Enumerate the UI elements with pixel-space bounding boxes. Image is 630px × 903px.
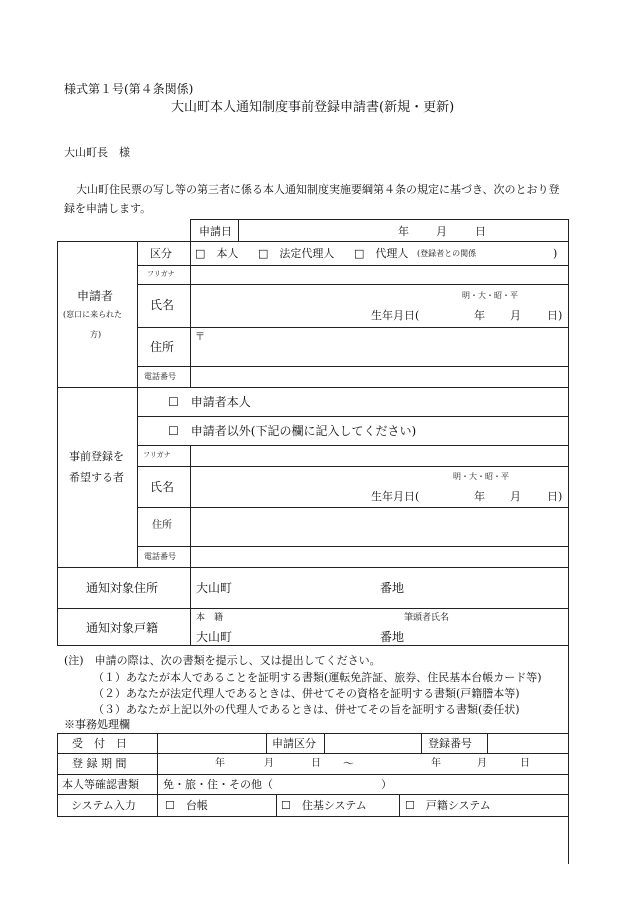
form-number: 様式第１号(第４条関係) [64, 82, 194, 96]
period-to-day[interactable]: 日 [520, 758, 530, 769]
relation-note: (登録者との関係 [417, 249, 477, 258]
notify-family-town: 大山町 [196, 630, 233, 644]
registrant-era: 明・大・昭・平 [453, 472, 509, 481]
notify-address-town: 大山町 [196, 581, 233, 595]
postal-mark: 〒 [195, 332, 205, 343]
receipt-date-label: 受 付 日 [72, 737, 127, 750]
registration-number-field[interactable] [488, 734, 567, 752]
applicant-birth-year[interactable]: 年 [474, 309, 485, 322]
system-option-koseki[interactable]: ☐ 戸籍システム [405, 799, 491, 812]
applicant-birth-month[interactable]: 月 [510, 309, 521, 322]
system-option-juki[interactable]: ☐ 住基システム [281, 799, 367, 812]
notify-family-banchi: 番地 [380, 630, 405, 644]
notify-family-label: 通知対象戸籍 [86, 621, 159, 635]
applicant-birth-day[interactable]: 日) [547, 309, 563, 322]
registrant-address-label: 住所 [152, 520, 172, 531]
registrant-option-self[interactable]: ☐ 申請者本人 [168, 395, 251, 409]
notes-item-2: （２）あなたが法定代理人であるときは、併せてその資格を証明する書類(戸籍謄本等) [93, 687, 520, 700]
applicant-furigana-label: フリガナ [147, 270, 175, 278]
registration-number-label: 登録番号 [428, 737, 472, 750]
registrant-birth-day[interactable]: 日) [547, 490, 563, 503]
honseki-label: 本 籍 [196, 613, 224, 623]
kubun-label: 区分 [150, 247, 172, 260]
application-date-label: 申請日 [199, 225, 232, 238]
intro-line-2: 録を申請します。 [64, 202, 152, 215]
head-name-label: 筆頭者氏名 [404, 613, 450, 623]
registrant-phone-label: 電話番号 [144, 552, 176, 561]
application-kubun-field[interactable] [325, 734, 420, 752]
system-option-ledger[interactable]: ☐ 台帳 [165, 799, 208, 812]
office-heading: ※事務処理欄 [64, 718, 130, 731]
applicant-address-label: 住所 [150, 340, 175, 354]
registration-period-label: 登 録 期 間 [72, 757, 127, 770]
notify-address-banchi: 番地 [380, 581, 405, 595]
period-to-month[interactable]: 月 [477, 758, 487, 769]
applicant-phone-field[interactable] [191, 367, 567, 386]
relation-close: ) [553, 247, 558, 260]
form-title: 大山町本人通知制度事前登録申請書(新規・更新) [171, 100, 455, 115]
system-input-label: システム入力 [71, 799, 136, 812]
registrant-name-label: 氏名 [150, 480, 175, 494]
applicant-era: 明・大・昭・平 [462, 291, 518, 300]
notify-address-label: 通知対象住所 [86, 581, 159, 595]
applicant-name-label: 氏名 [150, 298, 175, 312]
registrant-birth-label: 生年月日( [371, 490, 420, 503]
kubun-option-legal[interactable]: □ 法定代理人 [258, 247, 335, 260]
applicant-furigana-field[interactable] [191, 266, 567, 283]
registrant-birth-year[interactable]: 年 [474, 490, 485, 503]
notes-intro: (注) 申請の際は、次の書類を提示し、又は提出してください。 [64, 654, 381, 667]
kubun-option-agent[interactable]: □ 代理人 [354, 247, 409, 260]
receipt-date-field[interactable] [158, 734, 265, 752]
registrant-furigana-field[interactable] [191, 446, 567, 465]
registrant-address-field[interactable] [191, 508, 567, 545]
applicant-section-note-2: 方) [90, 330, 102, 339]
id-document-close: ） [381, 778, 392, 791]
period-from-day[interactable]: 日 [311, 758, 321, 769]
period-tilde: ～ [343, 757, 354, 770]
period-from-month[interactable]: 月 [264, 758, 274, 769]
application-kubun-label: 申請区分 [272, 737, 316, 750]
period-to-year[interactable]: 年 [431, 758, 441, 769]
applicant-section-note-1: (窓口に来られた [63, 310, 123, 319]
id-document-label: 本人等確認書類 [62, 778, 139, 791]
applicant-address-field[interactable] [191, 328, 567, 365]
notes-item-3: （３）あなたが上記以外の代理人であるときは、併せてその旨を証明する書類(委任状) [93, 703, 520, 716]
application-date-month[interactable]: 月 [436, 225, 447, 238]
period-from-year[interactable]: 年 [215, 758, 225, 769]
registrant-furigana-label: フリガナ [143, 451, 171, 459]
kubun-option-self[interactable]: □ 本人 [195, 247, 239, 260]
addressee: 大山町長 様 [64, 146, 130, 159]
notes-item-1: （１）あなたが本人であることを証明する書類(運転免許証、旅券、住民基本台帳カード等) [93, 671, 542, 684]
registrant-option-other[interactable]: ☐ 申請者以外(下記の欄に記入してください) [168, 424, 417, 438]
application-date-year[interactable]: 年 [398, 225, 409, 238]
application-date-day[interactable]: 日 [475, 225, 486, 238]
applicant-section-label: 申請者 [77, 289, 114, 303]
registrant-birth-month[interactable]: 月 [510, 490, 521, 503]
id-document-value[interactable]: 免・旅・住・その他（ [163, 778, 273, 791]
intro-line-1: 大山町住民票の写し等の第三者に係る本人通知制度実施要綱第４条の規定に基づき、次のとおり登 [76, 183, 560, 196]
applicant-birth-label: 生年月日( [371, 309, 420, 322]
applicant-phone-label: 電話番号 [144, 372, 176, 381]
registrant-section-label-2: 希望する者 [69, 471, 124, 484]
registrant-section-label-1: 事前登録を [69, 450, 124, 463]
registrant-phone-field[interactable] [191, 547, 567, 566]
